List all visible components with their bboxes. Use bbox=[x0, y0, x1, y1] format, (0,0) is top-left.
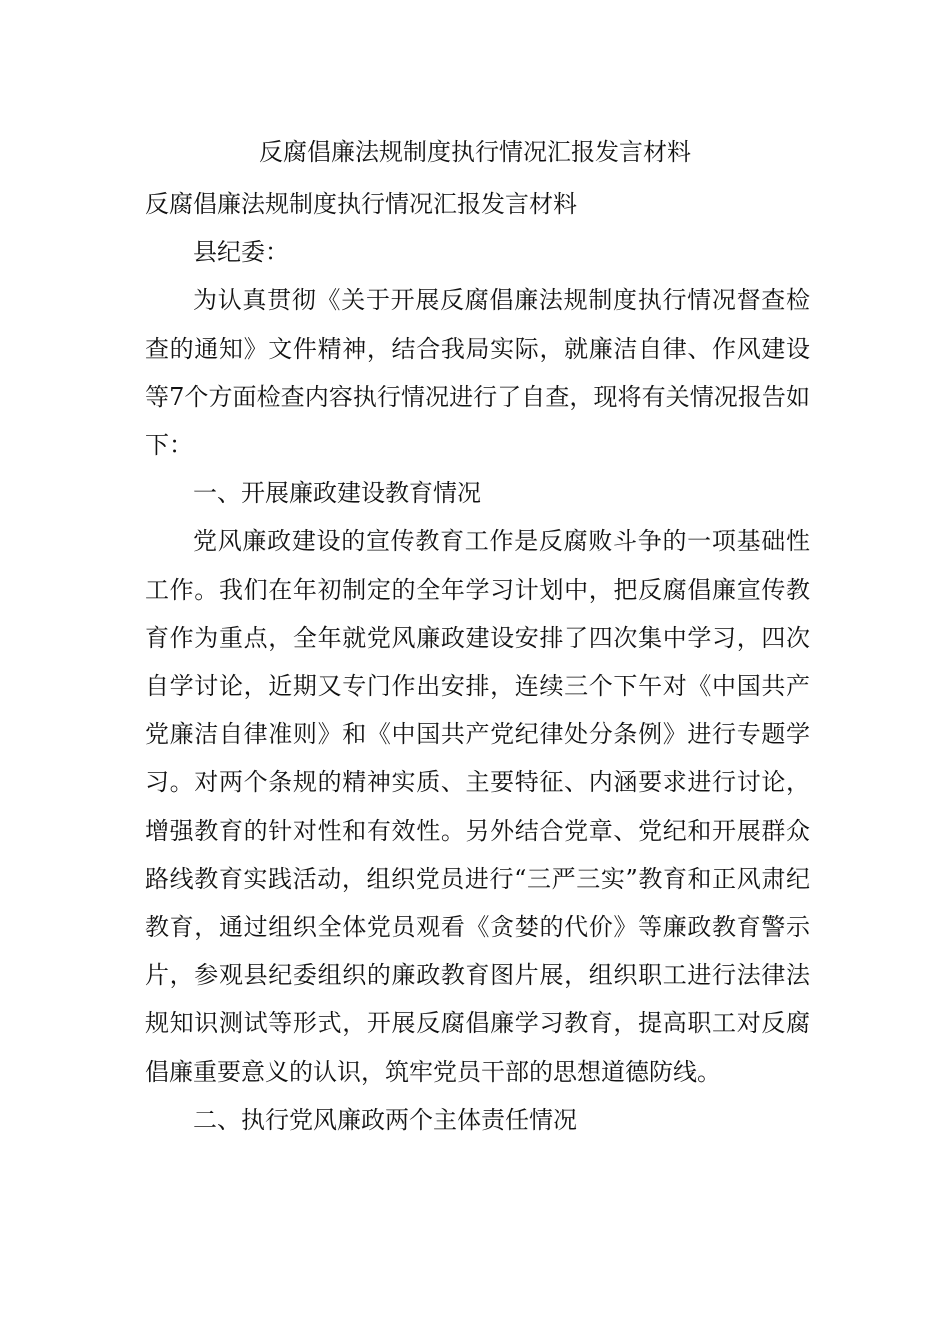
document-body bbox=[145, 180, 810, 1144]
document-title: 反腐倡廉法规制度执行情况汇报发言材料 bbox=[259, 138, 691, 166]
intro-paragraph: 为认真贯彻《关于开展反腐倡廉法规制度执行情况督查检查的通知》文件精神，结合我局实际，就廉洁自律、作风建设等7个方面检查内容执行情况进行了自查，现将有关情况报告如下： bbox=[145, 286, 810, 460]
salutation: 县纪委： bbox=[193, 238, 289, 267]
section-2-heading: 二、执行党风廉政两个主体责任情况 bbox=[193, 1105, 577, 1134]
section-1-heading: 一、开展廉政建设教育情况 bbox=[193, 479, 481, 508]
document-subtitle: 反腐倡廉法规制度执行情况汇报发言材料 bbox=[145, 190, 577, 218]
section-1-paragraph: 党风廉政建设的宣传教育工作是反腐败斗争的一项基础性工作。我们在年初制定的全年学习计划中，把反腐倡廉宣传教育作为重点，全年就党风廉政建设安排了四次集中学习，四次自学讨论，近期又专门作出安排，连续三个下午对《中国共产党廉洁自律准则》和《中国共产党纪律处分条例》进行专题学习。对两个条规的精神实质、主要特征、内涵要求进行讨论，增强教育的针对性和有效性。另外结合党章、党纪和开展群众路线教育实践活动，组织党员进行“三严三实”教育和正风肃纪教育，通过组织全体党员观看《贪婪的代价》等廉政教育警示片，参观县纪委组织的廉政教育图片展，组织职工进行法律法规知识测试等形式，开展反腐倡廉学习教育，提高职工对反腐倡廉重要意义的认识，筑牢党员干部的思想道德防线。 bbox=[145, 527, 810, 1086]
